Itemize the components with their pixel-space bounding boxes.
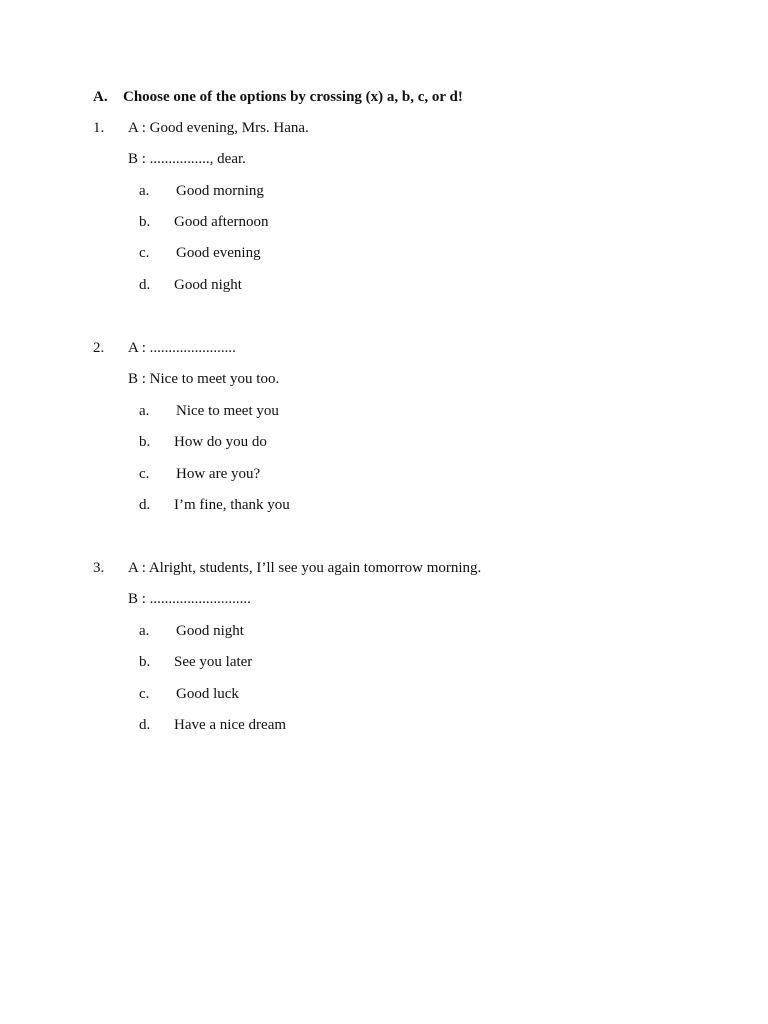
option-text: Good morning: [176, 183, 264, 199]
option-text: Good evening: [176, 245, 261, 261]
option-text: Good luck: [176, 686, 239, 702]
question-line-b: B : ................, dear.: [128, 151, 246, 167]
option-text: I’m fine, thank you: [174, 497, 290, 513]
question-line-b: B : Nice to meet you too.: [128, 371, 280, 387]
option-letter: c.: [139, 466, 150, 482]
question-number: 2.: [93, 340, 105, 356]
question-line-a: A : .......................: [128, 340, 236, 356]
option-letter: b.: [139, 214, 151, 230]
question-number: 3.: [93, 560, 105, 576]
option-text: Nice to meet you: [176, 403, 279, 419]
option-letter: a.: [139, 403, 150, 419]
option-letter: b.: [139, 434, 151, 450]
option-letter: d.: [139, 717, 151, 733]
option-text: Good night: [176, 623, 244, 639]
question-line-a: A : Alright, students, I’ll see you again tomorrow morning.: [128, 560, 482, 576]
option-letter: d.: [139, 497, 151, 513]
option-letter: c.: [139, 245, 150, 261]
option-letter: a.: [139, 183, 150, 199]
option-letter: b.: [139, 654, 151, 670]
option-letter: d.: [139, 277, 151, 293]
option-text: See you later: [174, 654, 253, 670]
option-letter: a.: [139, 623, 150, 639]
option-letter: c.: [139, 686, 150, 702]
question-line-a: A : Good evening, Mrs. Hana.: [128, 120, 309, 136]
section-instruction: Choose one of the options by crossing (x) a, b, c, or d!: [123, 89, 463, 105]
option-text: Good night: [174, 277, 242, 293]
question-number: 1.: [93, 120, 105, 136]
option-text: Good afternoon: [174, 214, 269, 230]
section-letter: A.: [93, 89, 108, 105]
option-text: How do you do: [174, 434, 267, 450]
option-text: Have a nice dream: [174, 717, 287, 733]
question-line-b: B : ...........................: [128, 591, 251, 607]
option-text: How are you?: [176, 466, 261, 482]
